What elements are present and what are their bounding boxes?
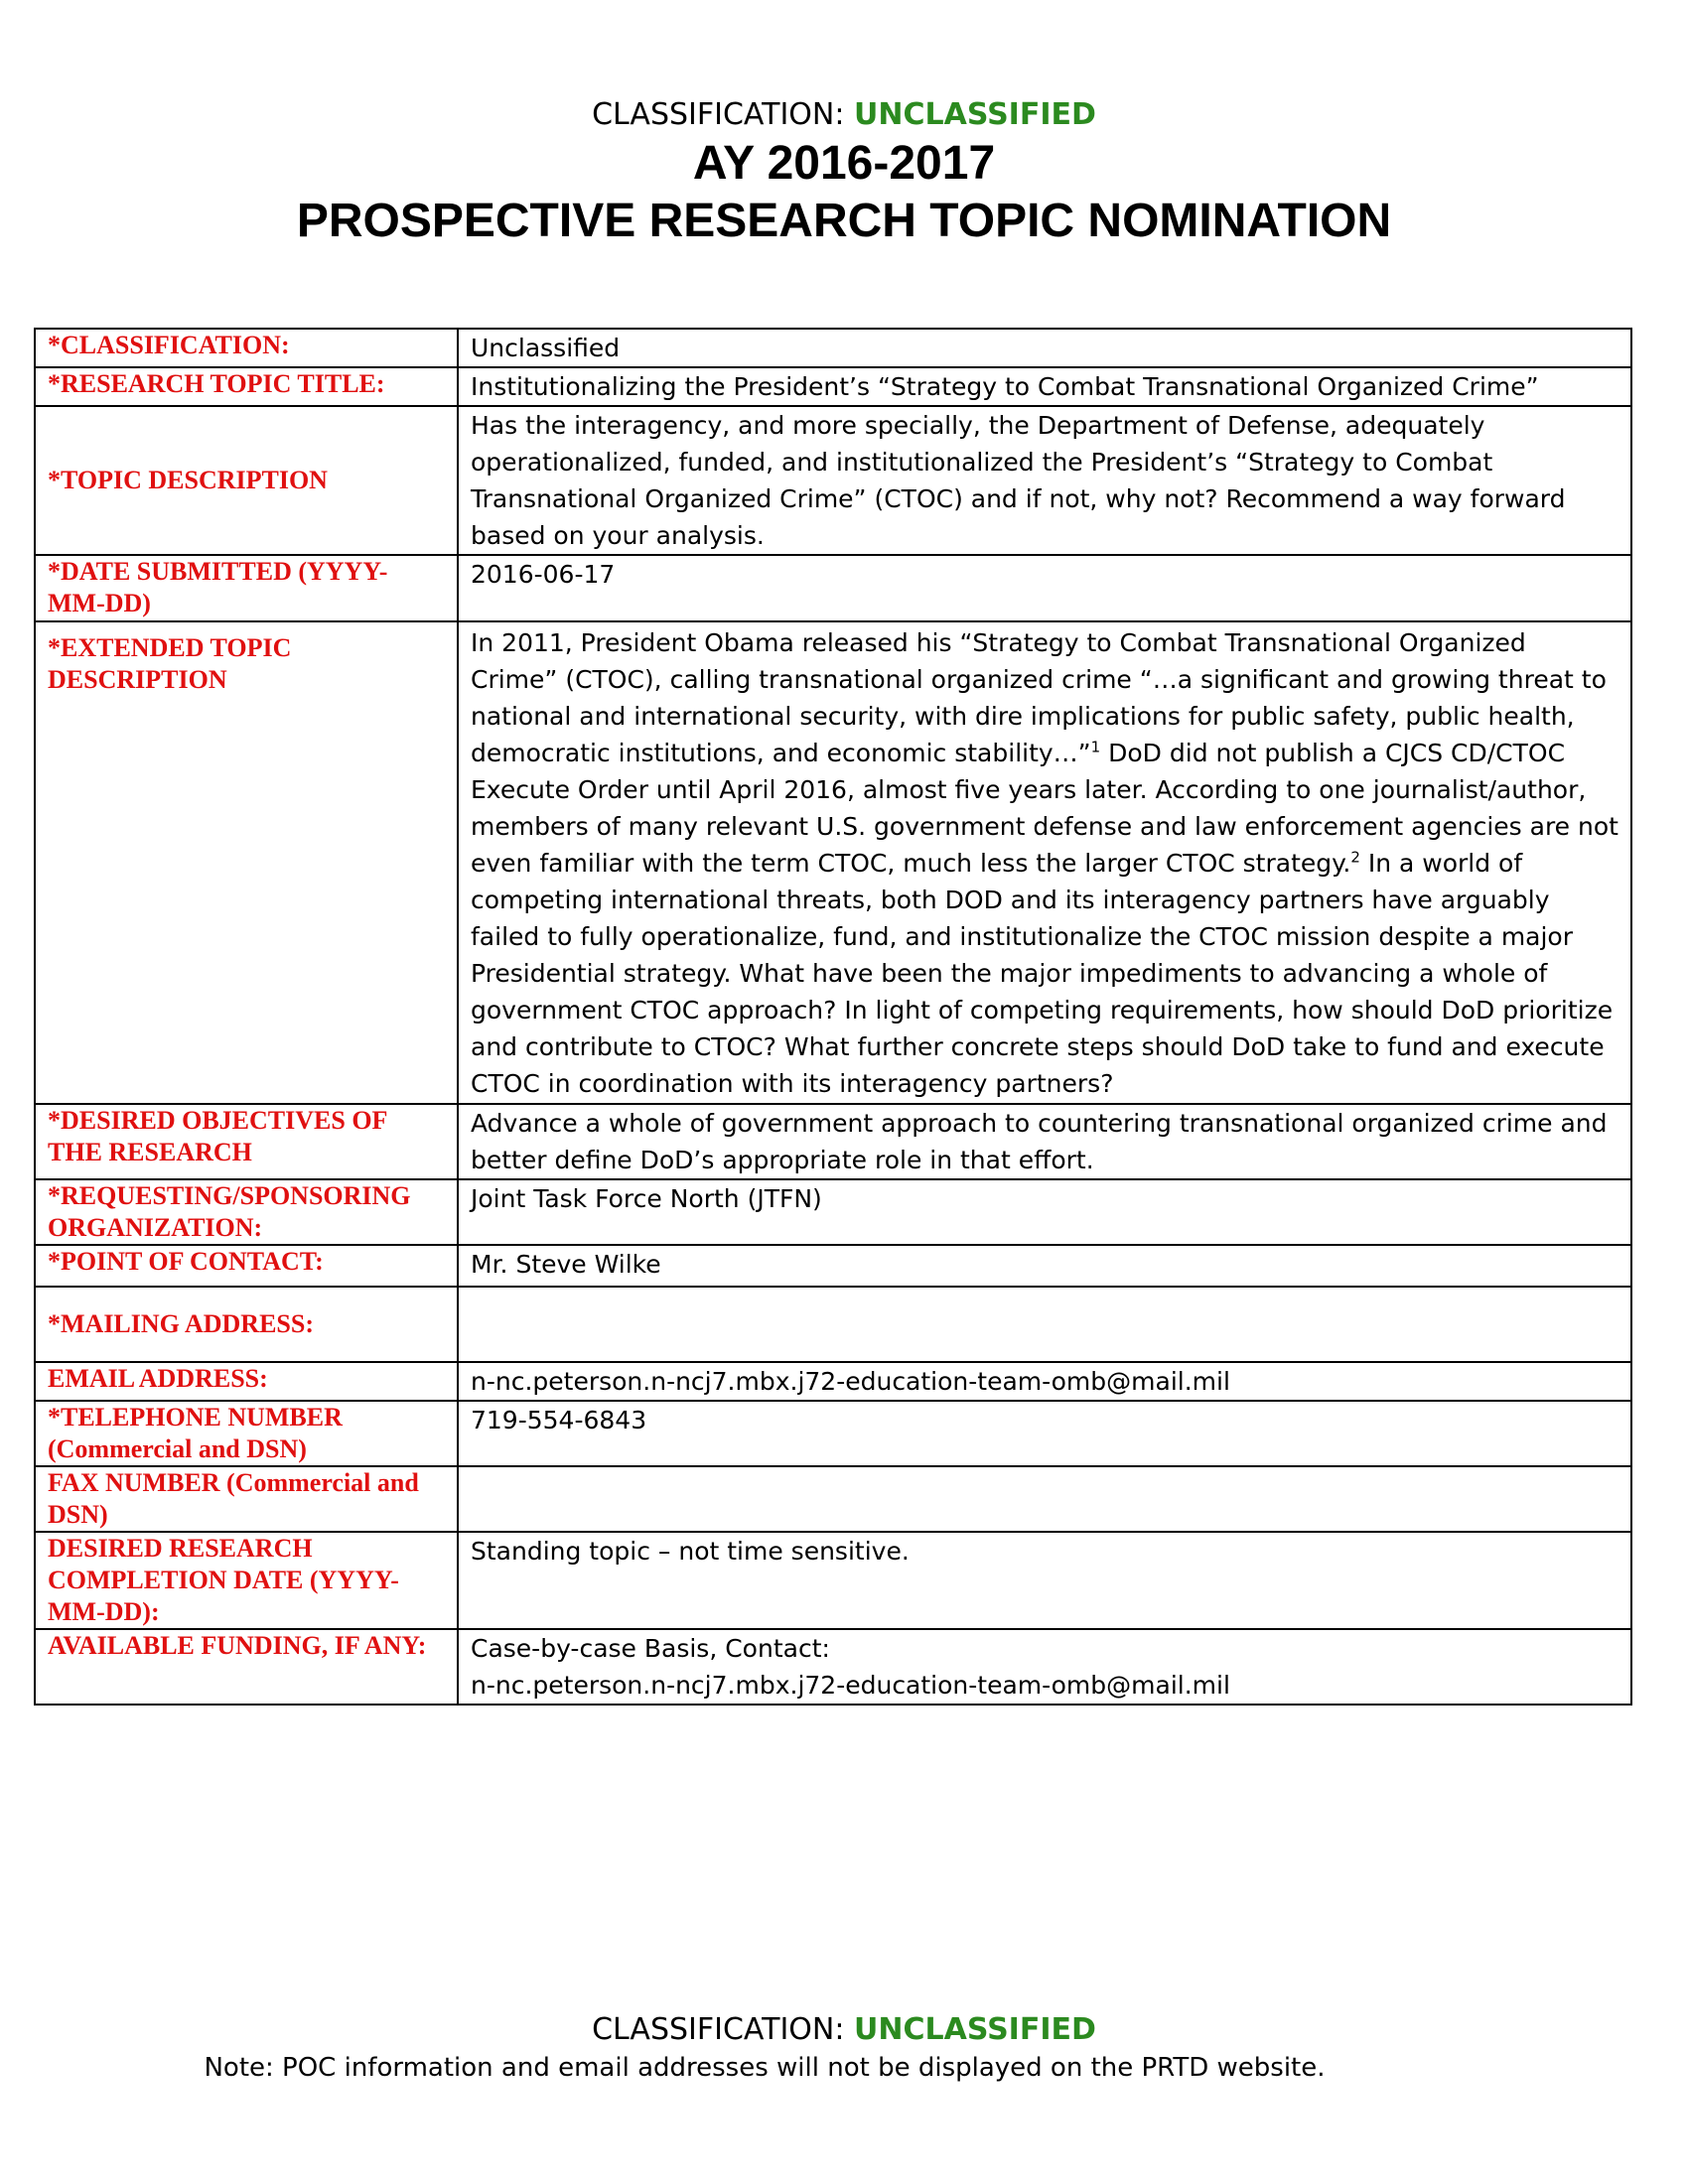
form-row-date-submitted (35, 555, 1631, 621)
desired-objectives-label: *DESIRED OBJECTIVES OF THE RESEARCH (35, 1104, 458, 1179)
classification-value: Unclassified (458, 329, 1631, 367)
telephone-number-value: 719-554-6843 (458, 1401, 1631, 1466)
footnote-2-marker: 2 (1350, 848, 1360, 867)
point-of-contact-value: Mr. Steve Wilke (458, 1245, 1631, 1287)
nomination-form-table (34, 328, 1632, 1706)
mailing-address-label: *MAILING ADDRESS: (35, 1287, 458, 1362)
date-submitted-value: 2016-06-17 (458, 555, 1631, 621)
page-footer (0, 2010, 1688, 2086)
academic-year: AY 2016-2017 (692, 137, 996, 190)
form-row-available-funding (35, 1629, 1631, 1705)
header-classification (0, 95, 1688, 135)
page-header (0, 95, 1688, 250)
fax-number-label: FAX NUMBER (Commercial and DSN) (35, 1466, 458, 1532)
form-row-mailing-address (35, 1287, 1631, 1362)
footer-classification-value: UNCLASSIFIED (854, 2012, 1096, 2047)
topic-description-value: Has the interagency, and more specially, the Department of Defense, adequately operationalized, funded, and institutionalized the President’s “Strategy to Combat Transnational Organized Crime” (CTOC) and if not, why not? Recommend a way forward based on your analysis. (458, 406, 1631, 555)
research-topic-title-value: Institutionalizing the President’s “Strategy to Combat Transnational Organized Crime” (458, 367, 1631, 406)
form-row-extended-topic-description (35, 621, 1631, 1104)
footnote-1-marker: 1 (1090, 738, 1101, 756)
form-row-research-topic-title (35, 367, 1631, 406)
page-title: PROSPECTIVE RESEARCH TOPIC NOMINATION (296, 195, 1392, 247)
extended-description-part-1: In 2011, President Obama released his “Strategy to Combat Transnational Organized Crime” (CTOC), calling transnational organized crime “…a significant and growing threat to national and international security, with dire implications for public safety, public health, democratic institutions, and economic stability…” (471, 628, 1607, 767)
header-classification-prefix: CLASSIFICATION: (592, 97, 854, 132)
form-row-desired-objectives (35, 1104, 1631, 1179)
desired-objectives-value: Advance a whole of government approach to countering transnational organized crime and better define DoD’s appropriate role in that effort. (458, 1104, 1631, 1179)
form-row-email-address (35, 1362, 1631, 1401)
requesting-organization-label: *REQUESTING/SPONSORING ORGANIZATION: (35, 1179, 458, 1245)
form-row-telephone-number (35, 1401, 1631, 1466)
date-submitted-label: *DATE SUBMITTED (YYYY-MM-DD) (35, 555, 458, 621)
classification-label: *CLASSIFICATION: (35, 329, 458, 367)
research-topic-title-label: *RESEARCH TOPIC TITLE: (35, 367, 458, 406)
form-row-classification (35, 329, 1631, 367)
footer-classification-prefix: CLASSIFICATION: (592, 2012, 854, 2047)
extended-description-part-2: DoD did not publish a CJCS CD/CTOC Execute Order until April 2016, almost five years later. According to one journalist/author, members of many relevant U.S. government defense and law enforcement agencies are not even familiar with the term CTOC, much less the larger CTOC strategy. (471, 739, 1618, 878)
available-funding-line-1: Case-by-case Basis, Contact: (471, 1634, 830, 1663)
topic-description-label: *TOPIC DESCRIPTION (35, 406, 458, 555)
extended-description-part-3: In a world of competing international threats, both DOD and its interagency partners have arguably failed to fully operationalize, fund, and institutionalize the CTOC mission despite a major Presidential strategy. What have been the major impediments to advancing a whole of government CTOC approach? In light of competing requirements, how should DoD prioritize and contribute to CTOC? What further concrete steps should DoD take to fund and execute CTOC in coordination with its interagency partners? (471, 849, 1614, 1098)
desired-completion-date-value: Standing topic – not time sensitive. (458, 1532, 1631, 1629)
footer-classification (0, 2010, 1688, 2050)
form-row-fax-number (35, 1466, 1631, 1532)
email-address-label: EMAIL ADDRESS: (35, 1362, 458, 1401)
available-funding-label: AVAILABLE FUNDING, IF ANY: (35, 1629, 458, 1705)
available-funding-line-2: n-nc.peterson.n-ncj7.mbx.j72-education-team-omb@mail.mil (471, 1671, 1230, 1700)
footer-note: Note: POC information and email addresses will not be displayed on the PRTD website. (204, 2053, 1326, 2083)
extended-topic-description-label: *EXTENDED TOPIC DESCRIPTION (35, 621, 458, 1104)
form-row-topic-description (35, 406, 1631, 555)
mailing-address-value (458, 1287, 1631, 1362)
extended-topic-description-value (458, 621, 1631, 1104)
fax-number-value (458, 1466, 1631, 1532)
telephone-number-label: *TELEPHONE NUMBER (Commercial and DSN) (35, 1401, 458, 1466)
desired-completion-date-label: DESIRED RESEARCH COMPLETION DATE (YYYY-MM-DD): (35, 1532, 458, 1629)
form-row-desired-completion-date (35, 1532, 1631, 1629)
available-funding-value (458, 1629, 1631, 1705)
email-address-value: n-nc.peterson.n-ncj7.mbx.j72-education-team-omb@mail.mil (458, 1362, 1631, 1401)
header-classification-value: UNCLASSIFIED (854, 97, 1096, 132)
form-row-requesting-organization (35, 1179, 1631, 1245)
point-of-contact-label: *POINT OF CONTACT: (35, 1245, 458, 1287)
form-row-point-of-contact (35, 1245, 1631, 1287)
requesting-organization-value: Joint Task Force North (JTFN) (458, 1179, 1631, 1245)
